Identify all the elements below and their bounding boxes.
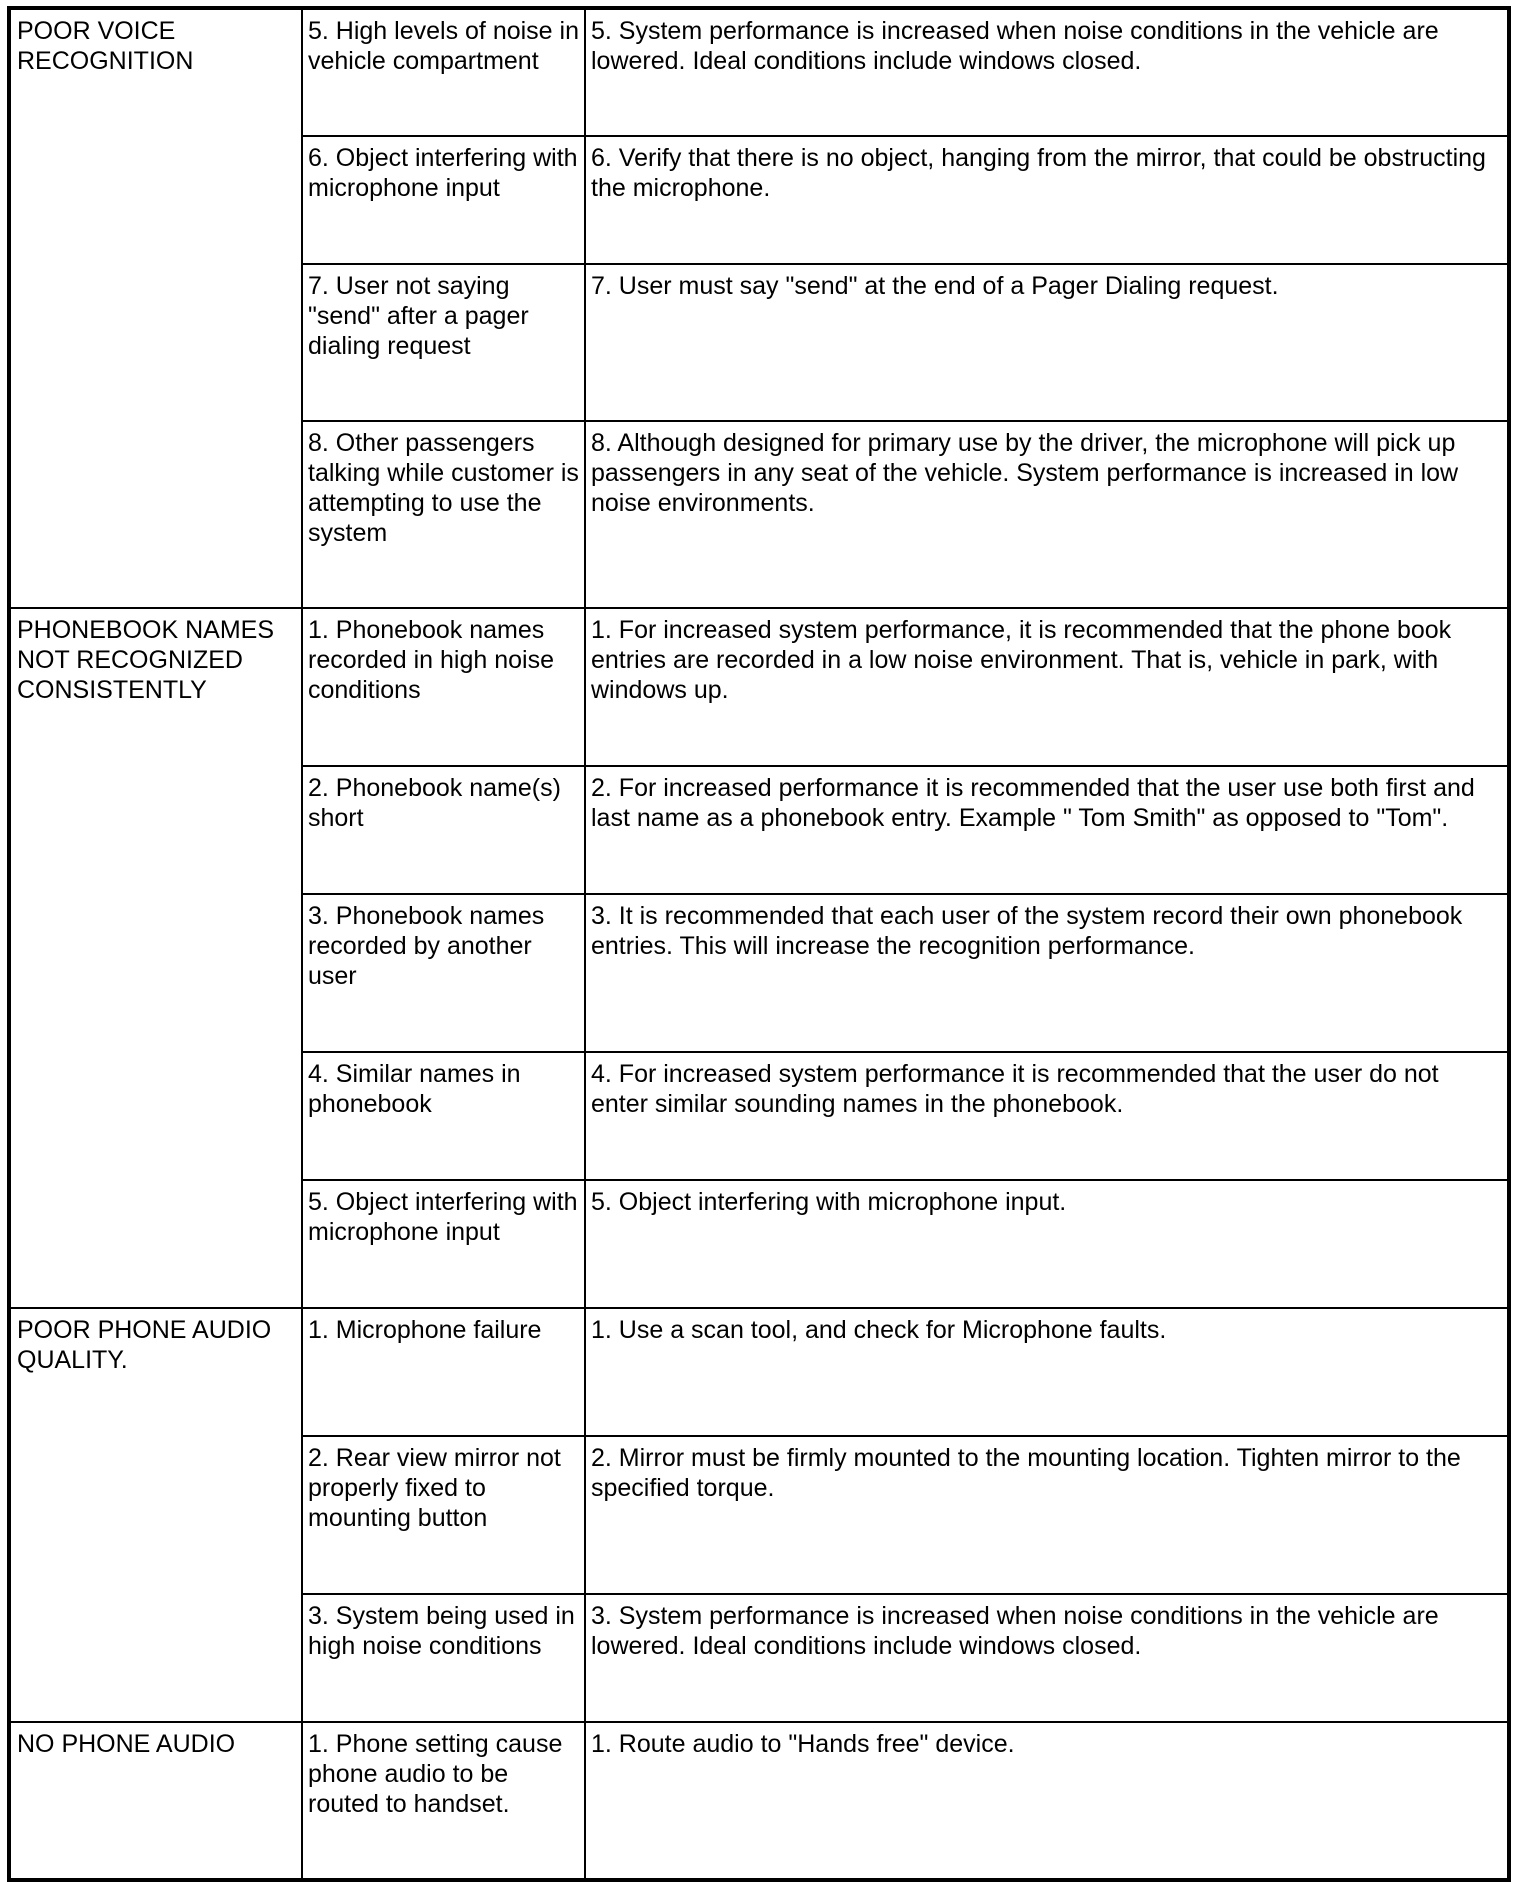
action-cell: 1. Route audio to "Hands free" device.	[585, 1722, 1509, 1880]
symptom-cell: POOR PHONE AUDIO QUALITY.	[9, 1308, 302, 1722]
action-cell: 6. Verify that there is no object, hanging from the mirror, that could be obstructing the microphone.	[585, 136, 1509, 264]
action-cell: 3. System performance is increased when noise conditions in the vehicle are lowered. Ideal conditions include windows closed.	[585, 1594, 1509, 1722]
cause-cell: 5. Object interfering with microphone input	[302, 1180, 585, 1308]
action-cell: 1. Use a scan tool, and check for Microphone faults.	[585, 1308, 1509, 1436]
cause-cell: 4. Similar names in phonebook	[302, 1052, 585, 1180]
action-cell: 2. For increased performance it is recommended that the user use both first and last name as a phonebook entry. Example " Tom Smith" as opposed to "Tom".	[585, 766, 1509, 894]
action-cell: 2. Mirror must be firmly mounted to the mounting location. Tighten mirror to the specified torque.	[585, 1436, 1509, 1594]
action-cell: 5. System performance is increased when noise conditions in the vehicle are lowered. Ideal conditions include windows closed.	[585, 8, 1509, 136]
cause-cell: 8. Other passengers talking while customer is attempting to use the system	[302, 421, 585, 608]
cause-cell: 7. User not saying "send" after a pager dialing request	[302, 264, 585, 421]
action-cell: 3. It is recommended that each user of the system record their own phonebook entries. This will increase the recognition performance.	[585, 894, 1509, 1052]
cause-cell: 2. Rear view mirror not properly fixed to mounting button	[302, 1436, 585, 1594]
action-cell: 5. Object interfering with microphone input.	[585, 1180, 1509, 1308]
symptom-cell: PHONEBOOK NAMES NOT RECOGNIZED CONSISTENTLY	[9, 608, 302, 1308]
table-row	[9, 1308, 1509, 1436]
symptom-cell: NO PHONE AUDIO	[9, 1722, 302, 1880]
cause-cell: 1. Microphone failure	[302, 1308, 585, 1436]
cause-cell: 1. Phonebook names recorded in high noise conditions	[302, 608, 585, 766]
action-cell: 7. User must say "send" at the end of a Pager Dialing request.	[585, 264, 1509, 421]
diagnostic-table-body	[9, 8, 1509, 1880]
cause-cell: 5. High levels of noise in vehicle compartment	[302, 8, 585, 136]
table-row	[9, 1722, 1509, 1880]
cause-cell: 3. Phonebook names recorded by another user	[302, 894, 585, 1052]
action-cell: 4. For increased system performance it is recommended that the user do not enter similar sounding names in the phonebook.	[585, 1052, 1509, 1180]
diagnostic-table	[7, 6, 1511, 1882]
action-cell: 8. Although designed for primary use by the driver, the microphone will pick up passengers in any seat of the vehicle. System performance is increased in low noise environments.	[585, 421, 1509, 608]
symptom-cell: POOR VOICE RECOGNITION	[9, 8, 302, 608]
table-row	[9, 8, 1509, 136]
cause-cell: 3. System being used in high noise conditions	[302, 1594, 585, 1722]
table-row	[9, 608, 1509, 766]
cause-cell: 6. Object interfering with microphone input	[302, 136, 585, 264]
cause-cell: 2. Phonebook name(s) short	[302, 766, 585, 894]
cause-cell: 1. Phone setting cause phone audio to be routed to handset.	[302, 1722, 585, 1880]
action-cell: 1. For increased system performance, it is recommended that the phone book entries are recorded in a low noise environment. That is, vehicle in park, with windows up.	[585, 608, 1509, 766]
